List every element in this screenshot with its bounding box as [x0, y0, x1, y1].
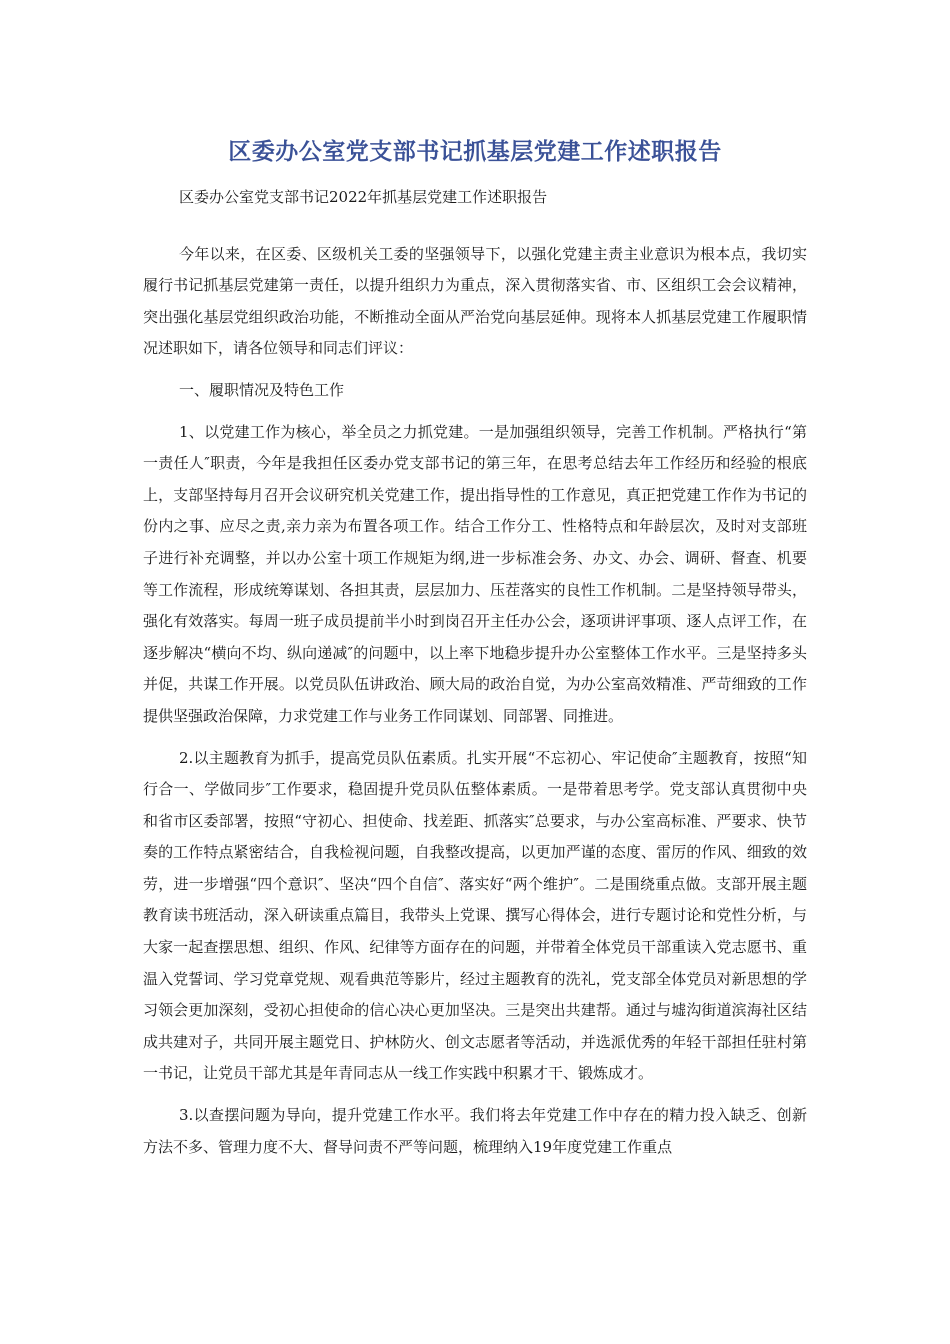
document-title: 区委办公室党支部书记抓基层党建工作述职报告: [228, 139, 722, 165]
section-heading: 一、履职情况及特色工作: [179, 380, 345, 399]
paragraph-item-1: 1、以党建工作为核心，举全员之力抓党建。一是加强组织领导，完善工作机制。严格执行“第一责任人″职责，今年是我担任区委办党支部书记的第三年，在思考总结去年工作经历和经验的根底上，支部坚持每月召开会议研究机关党建工作，提出指导性的工作意见，真正把党建工作作为书记的份内之事、应尽之责,亲力亲为布置各项工作。结合工作分工、性格特点和年龄层次，及时对支部班子进行补充调整，并以办公室十项工作规矩为纲,进一步标准会务、办文、办会、调研、督查、机要等工作流程，形成统筹谋划、各担其责，层层加力、压茬落实的良性工作机制。二是坚持领导带头，强化有效落实。每周一班子成员提前半小时到岗召开主任办公会，逐项讲评事项、逐人点评工作，在逐步解决“横向不均、纵向递减″的问题中，以上率下地稳步提升办公室整体工作水平。三是坚持多头并促，共谋工作开展。以党员队伍讲政治、顾大局的政治自觉，为办公室高效精准、严苛细致的工作提供坚强政治保障，力求党建工作与业务工作同谋划、同部署、同推进。: [143, 422, 807, 725]
document-body: [143, 182, 807, 1173]
paragraph-intro: 今年以来，在区委、区级机关工委的坚强领导下，以强化党建主责主业意识为根本点，我切实履行书记抓基层党建第一责任，以提升组织力为重点，深入贯彻落实省、市、区组织工会会议精神，突出强化基层党组织政治功能，不断推动全面从严治党向基层延伸。现将本人抓基层党建工作履职情况述职如下，请各位领导和同志们评议：: [143, 244, 807, 358]
paragraph-item-2: 2.以主题教育为抓手，提高党员队伍素质。扎实开展“不忘初心、牢记使命″主题教育，按照“知行合一、学做同步″工作要求，稳固提升党员队伍整体素质。一是带着思考学。党支部认真贯彻中央和省市区委部署，按照“守初心、担使命、找差距、抓落实″总要求，与办公室高标准、严要求、快节奏的工作特点紧密结合，自我检视问题，自我整改提高，以更加严谨的态度、雷厉的作风、细致的效劳，进一步增强“四个意识″、坚决“四个自信″、落实好“两个维护″。二是围绕重点做。支部开展主题教育读书班活动，深入研读重点篇目，我带头上党课、撰写心得体会，进行专题讨论和党性分析，与大家一起查摆思想、组织、作风、纪律等方面存在的问题，并带着全体党员干部重读入党志愿书、重温入党誓词、学习党章党规、观看典范等影片，经过主题教育的洗礼，党支部全体党员对新思想的学习领会更加深刻，受初心担使命的信心决心更加坚决。三是突出共建帮。通过与墟沟街道滨海社区结成共建对子，共同开展主题党日、护林防火、创文志愿者等活动，并选派优秀的年轻干部担任驻村第一书记，让党员干部尤其是年青同志从一线工作实践中积累才干、锻炼成才。: [143, 748, 807, 1083]
paragraph-item-3: 3.以查摆问题为导向，提升党建工作水平。我们将去年党建工作中存在的精力投入缺乏、创新方法不多、管理力度不大、督导问责不严等问题，梳理纳入19年度党建工作重点: [143, 1106, 807, 1156]
document-subtitle: 区委办公室党支部书记2022年抓基层党建工作述职报告: [179, 188, 548, 206]
